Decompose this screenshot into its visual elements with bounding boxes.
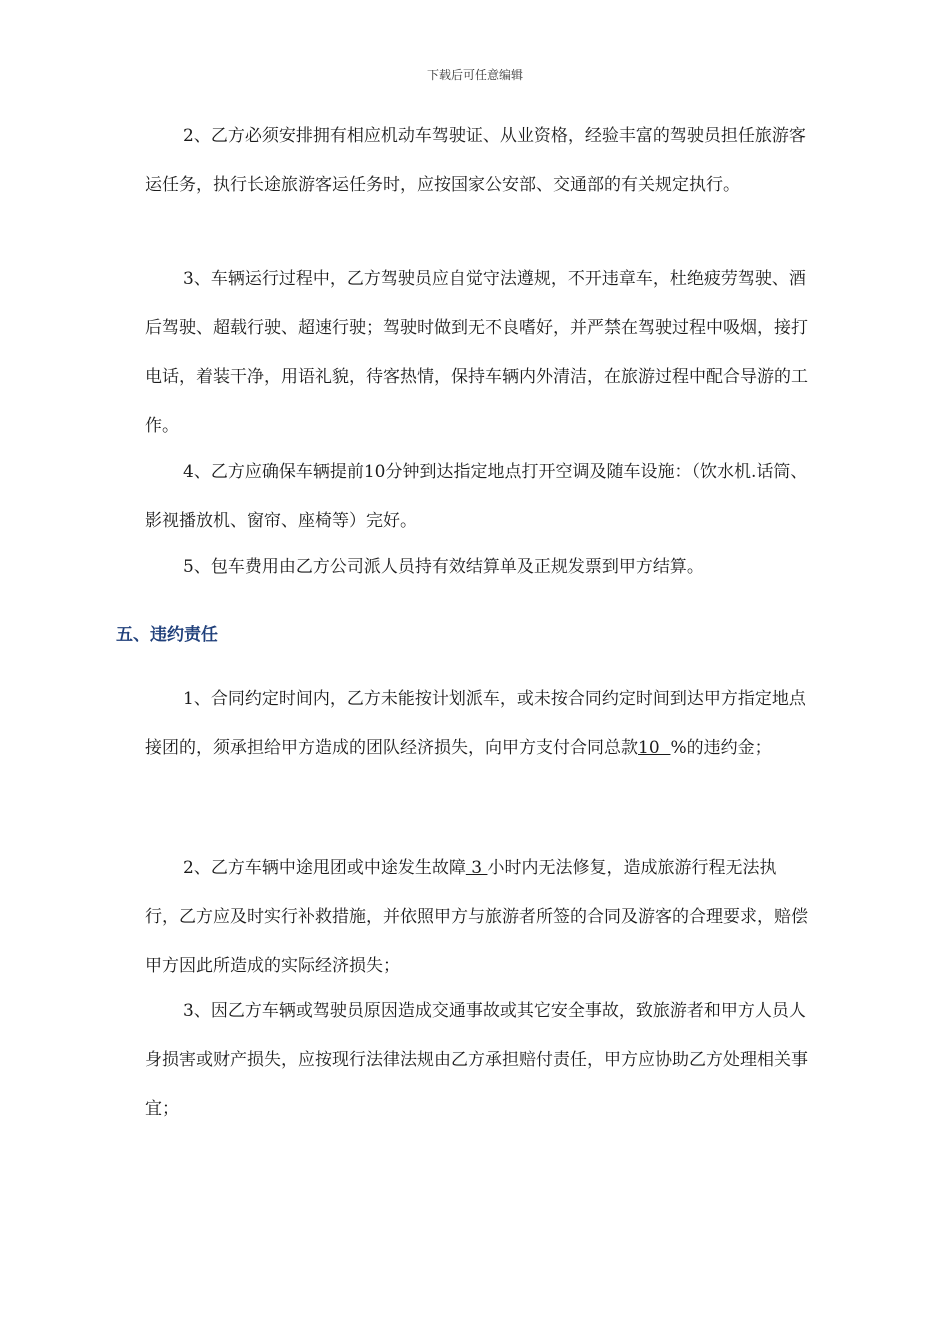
clause-5-1-after: %的违约金； bbox=[670, 738, 772, 758]
clause-5-3-text: 3、因乙方车辆或驾驶员原因造成交通事故或其它安全事故，致旅游者和甲方人员人身损害或财产损失，应按现行法律法规由乙方承担赔付责任，甲方应协助乙方处理相关事宜； bbox=[145, 1001, 808, 1119]
clause-4-4-text: 4、乙方应确保车辆提前10分钟到达指定地点打开空调及随车设施：（饮水机.话筒、影视播放机、窗帘、座椅等）完好。 bbox=[145, 462, 808, 531]
clause-4-3 bbox=[145, 255, 810, 451]
clause-5-2 bbox=[145, 844, 810, 991]
clause-4-5 bbox=[145, 543, 810, 592]
clause-5-1 bbox=[145, 675, 810, 773]
section-five-title: 五、违约责任 bbox=[116, 625, 218, 645]
clause-4-2 bbox=[145, 112, 810, 210]
clause-4-3-text: 3、车辆运行过程中，乙方驾驶员应自觉守法遵规，不开违章车，杜绝疲劳驾驶、酒后驾驶、超载行驶、超速行驶；驾驶时做到无不良嗜好，并严禁在驾驶过程中吸烟，接打电话，着装干净，用语礼貌，待客热情，保持车辆内外清洁，在旅游过程中配合导游的工作。 bbox=[145, 269, 808, 436]
clause-5-2-before: 2、乙方车辆中途甩团或中途发生故障 bbox=[183, 858, 466, 878]
clause-5-3 bbox=[145, 987, 810, 1134]
page-header-note: 下载后可任意编辑 bbox=[426, 68, 523, 82]
clause-4-2-text: 2、乙方必须安排拥有相应机动车驾驶证、从业资格，经验丰富的驾驶员担任旅游客运任务，执行长途旅游客运任务时，应按国家公安部、交通部的有关规定执行。 bbox=[145, 126, 806, 195]
clause-5-2-after: 小时内无法修复，造成旅游行程无法执行，乙方应及时实行补救措施，并依照甲方与旅游者所签的合同及游客的合理要求，赔偿甲方因此所造成的实际经济损失； bbox=[145, 858, 808, 976]
clause-4-5-text: 5、包车费用由乙方公司派人员持有效结算单及正规发票到甲方结算。 bbox=[183, 557, 704, 577]
clause-5-1-blank: 10 bbox=[638, 738, 671, 758]
clause-5-1-before: 1、合同约定时间内，乙方未能按计划派车，或未按合同约定时间到达甲方指定地点接团的，须承担给甲方造成的团队经济损失，向甲方支付合同总款 bbox=[145, 689, 806, 758]
clause-5-2-blank: 3 bbox=[465, 858, 488, 878]
clause-4-4 bbox=[145, 448, 810, 546]
